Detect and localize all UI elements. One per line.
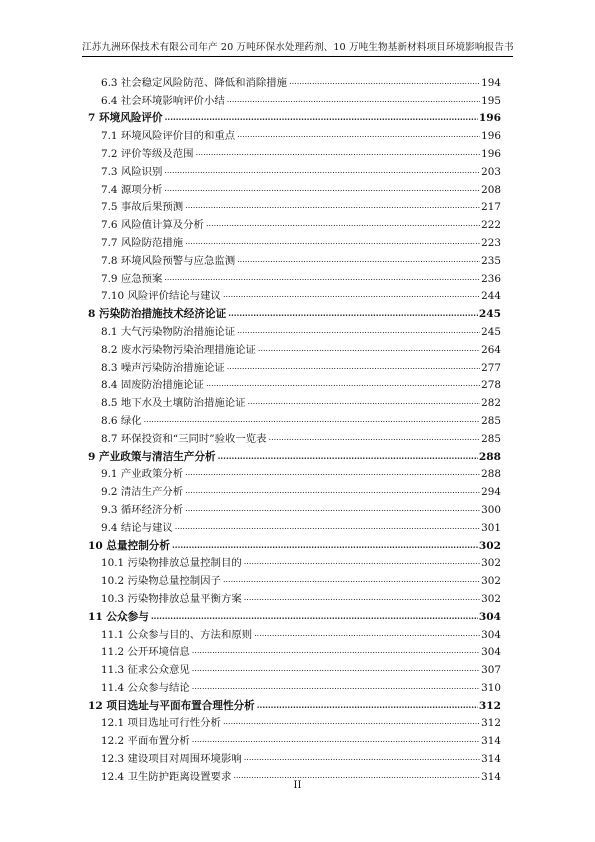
toc-entry-title: 6.4 社会环境影响评价小结: [101, 94, 225, 107]
toc-section-entry[interactable]: [88, 178, 501, 196]
toc-entry-title: 8.4 固废防治措施论证: [101, 379, 204, 392]
toc-dot-leader: [164, 164, 480, 177]
toc-entry-page-number: 222: [481, 219, 501, 232]
toc-dot-leader: [206, 377, 480, 390]
toc-section-entry[interactable]: [88, 498, 501, 516]
toc-entry-page-number: 314: [481, 735, 501, 748]
toc-section-entry[interactable]: [88, 409, 501, 427]
toc-dot-leader: [223, 288, 480, 301]
toc-section-entry[interactable]: [88, 249, 501, 267]
toc-entry-page-number: 310: [481, 681, 501, 694]
toc-section-entry[interactable]: [88, 569, 501, 587]
toc-entry-title: 11.1 公众参与目的、方法和原则: [101, 628, 253, 641]
toc-section-entry[interactable]: [88, 676, 501, 694]
toc-entry-page-number: 314: [481, 753, 501, 766]
toc-dot-leader: [258, 342, 480, 355]
toc-entry-page-number: 312: [481, 717, 501, 730]
toc-entry-title: 10 总量控制分析: [88, 539, 170, 552]
toc-section-entry[interactable]: [88, 338, 501, 356]
toc-section-entry[interactable]: [88, 463, 501, 481]
toc-dot-leader: [192, 680, 480, 693]
toc-dot-leader: [175, 520, 480, 533]
toc-dot-leader: [237, 324, 480, 337]
toc-entry-page-number: 217: [481, 201, 501, 214]
toc-entry-title: 9.1 产业政策分析: [101, 468, 184, 481]
toc-entry-title: 7.6 风险值计算及分析: [101, 219, 204, 232]
toc-dot-leader: [244, 591, 480, 604]
toc-entry-title: 8.6 绿化: [101, 414, 142, 427]
toc-entry-page-number: 314: [481, 770, 501, 783]
toc-section-entry[interactable]: [88, 71, 501, 89]
toc-dot-leader: [254, 627, 480, 640]
toc-section-entry[interactable]: [88, 320, 501, 338]
toc-chapter-entry[interactable]: [88, 107, 501, 125]
toc-entry-title: 9.4 结论与建议: [101, 521, 173, 534]
toc-entry-title: 7.3 风险识别: [101, 165, 163, 178]
toc-dot-leader: [185, 484, 480, 497]
toc-chapter-entry[interactable]: [88, 445, 501, 463]
toc-entry-title: 11.3 征求公众意见: [101, 664, 190, 677]
toc-dot-leader: [185, 466, 480, 479]
toc-dot-leader: [172, 539, 478, 551]
toc-entry-title: 11 公众参与: [88, 610, 149, 623]
toc-entry-page-number: 245: [481, 325, 501, 338]
toc-dot-leader: [257, 699, 478, 711]
toc-dot-leader: [244, 555, 480, 568]
toc-dot-leader: [227, 93, 480, 106]
toc-section-entry[interactable]: [88, 124, 501, 142]
toc-chapter-entry[interactable]: [88, 534, 501, 552]
toc-entry-title: 7.8 环境风险预警与应急监测: [101, 254, 236, 267]
toc-entry-page-number: 196: [481, 147, 501, 160]
toc-entry-page-number: 294: [481, 486, 501, 499]
toc-entry-page-number: 208: [481, 183, 501, 196]
toc-entry-title: 12.4 卫生防护距离设置要求: [101, 770, 232, 783]
toc-entry-title: 8.2 废水污染物污染治理措施论证: [101, 343, 256, 356]
toc-dot-leader: [227, 360, 480, 373]
toc-entry-title: 7.2 评价等级及范围: [101, 147, 194, 160]
toc-entry-title: 10.3 污染物排放总量平衡方案: [101, 592, 242, 605]
toc-entry-page-number: 196: [481, 130, 501, 143]
toc-entry-page-number: 300: [481, 503, 501, 516]
toc-dot-leader: [192, 662, 480, 675]
toc-entry-title: 7.1 环境风险评价目的和重点: [101, 130, 236, 143]
toc-dot-leader: [244, 751, 480, 764]
toc-entry-page-number: 285: [481, 432, 501, 445]
toc-entry-title: 12.1 项目选址可行性分析: [101, 717, 221, 730]
toc-entry-page-number: 307: [481, 664, 501, 677]
toc-entry-title: 11.2 公开环境信息: [101, 646, 190, 659]
toc-entry-page-number: 194: [481, 76, 501, 89]
toc-section-entry[interactable]: [88, 196, 501, 214]
toc-section-entry[interactable]: [88, 516, 501, 534]
toc-entry-page-number: 285: [481, 414, 501, 427]
toc-dot-leader: [185, 502, 480, 515]
toc-dot-leader: [164, 182, 480, 195]
toc-entry-title: 8.3 噪声污染防治措施论证: [101, 361, 225, 374]
toc-entry-title: 9 产业政策与清洁生产分析: [88, 450, 216, 463]
toc-section-entry[interactable]: [88, 213, 501, 231]
toc-section-entry[interactable]: [88, 267, 501, 285]
toc-dot-leader: [248, 395, 481, 408]
toc-entry-page-number: 304: [478, 610, 501, 623]
toc-dot-leader: [196, 146, 481, 159]
toc-entry-page-number: 264: [481, 343, 501, 356]
toc-entry-title: 11.4 公众参与结论: [101, 681, 190, 694]
toc-entry-page-number: 203: [481, 165, 501, 178]
toc-entry-page-number: 278: [481, 379, 501, 392]
toc-dot-leader: [223, 573, 480, 586]
toc-dot-leader: [151, 610, 478, 622]
toc-dot-leader: [289, 75, 480, 88]
toc-dot-leader: [192, 733, 480, 746]
toc-entry-page-number: 301: [481, 521, 501, 534]
toc-entry-title: 6.3 社会稳定风险防范、降低和消除措施: [101, 76, 288, 89]
toc-entry-page-number: 277: [481, 361, 501, 374]
toc-entry-page-number: 195: [481, 94, 501, 107]
toc-entry-title: 12 项目选址与平面布置合理性分析: [88, 699, 255, 712]
toc-dot-leader: [223, 715, 480, 728]
toc-entry-page-number: 312: [478, 699, 501, 712]
toc-section-entry[interactable]: [88, 356, 501, 374]
toc-entry-title: 9.3 循环经济分析: [101, 503, 184, 516]
toc-chapter-entry[interactable]: [88, 694, 501, 712]
toc-section-entry[interactable]: [88, 89, 501, 107]
toc-dot-leader: [237, 128, 480, 141]
table-of-contents: [88, 71, 501, 783]
toc-entry-page-number: 302: [481, 575, 501, 588]
toc-dot-leader: [218, 450, 478, 462]
toc-section-entry[interactable]: [88, 142, 501, 160]
page-header: 江苏九洲环保技术有限公司年产 20 万吨环保水处理药剂、10 万吨生物基新材料项目环境影响报告书: [82, 42, 514, 53]
toc-dot-leader: [185, 235, 480, 248]
toc-dot-leader: [206, 217, 480, 230]
toc-entry-title: 7.5 事故后果预测: [101, 201, 184, 214]
toc-entry-title: 12.3 建设项目对周围环境影响: [101, 753, 242, 766]
toc-section-entry[interactable]: [88, 391, 501, 409]
toc-section-entry[interactable]: [88, 712, 501, 730]
toc-dot-leader: [164, 271, 480, 284]
toc-entry-page-number: 302: [481, 557, 501, 570]
toc-section-entry[interactable]: [88, 285, 501, 303]
toc-entry-title: 8.5 地下水及土壤防治措施论证: [101, 397, 246, 410]
toc-section-entry[interactable]: [88, 623, 501, 641]
toc-section-entry[interactable]: [88, 641, 501, 659]
toc-entry-title: 7 环境风险评价: [88, 112, 163, 125]
toc-dot-leader: [165, 111, 478, 123]
toc-entry-title: 12.2 平面布置分析: [101, 735, 190, 748]
toc-entry-title: 8.7 环保投资和“三同时”验收一览表: [101, 432, 267, 445]
toc-entry-title: 8.1 大气污染物防治措施论证: [101, 325, 236, 338]
header-divider: [82, 56, 513, 57]
toc-dot-leader: [144, 413, 481, 426]
toc-entry-page-number: 282: [481, 397, 501, 410]
toc-dot-leader: [192, 644, 480, 657]
toc-entry-title: 10.1 污染物排放总量控制目的: [101, 557, 242, 570]
toc-dot-leader: [269, 431, 481, 444]
toc-entry-page-number: 236: [481, 272, 501, 285]
toc-dot-leader: [228, 307, 478, 319]
toc-entry-title: 7.7 风险防范措施: [101, 236, 184, 249]
toc-entry-page-number: 304: [481, 646, 501, 659]
toc-section-entry[interactable]: [88, 374, 501, 392]
toc-entry-page-number: 288: [478, 450, 501, 463]
toc-entry-page-number: 302: [481, 592, 501, 605]
toc-dot-leader: [237, 253, 480, 266]
toc-entry-page-number: 304: [481, 628, 501, 641]
toc-entry-page-number: 302: [478, 539, 501, 552]
toc-section-entry[interactable]: [88, 729, 501, 747]
toc-entry-page-number: 223: [481, 236, 501, 249]
toc-section-entry[interactable]: [88, 427, 501, 445]
toc-entry-page-number: 196: [478, 112, 501, 125]
toc-section-entry[interactable]: [88, 587, 501, 605]
toc-section-entry[interactable]: [88, 552, 501, 570]
toc-entry-title: 7.10 风险评价结论与建议: [101, 290, 221, 303]
toc-entry-title: 9.2 清洁生产分析: [101, 486, 184, 499]
toc-entry-page-number: 235: [481, 254, 501, 267]
toc-entry-title: 7.9 应急预案: [101, 272, 163, 285]
toc-chapter-entry[interactable]: [88, 605, 501, 623]
toc-entry-page-number: 245: [478, 308, 501, 321]
toc-section-entry[interactable]: [88, 160, 501, 178]
toc-entry-page-number: 288: [481, 468, 501, 481]
toc-entry-page-number: 244: [481, 290, 501, 303]
toc-entry-title: 7.4 源项分析: [101, 183, 163, 196]
toc-entry-title: 8 污染防治措施技术经济论证: [88, 308, 227, 321]
toc-section-entry[interactable]: [88, 747, 501, 765]
toc-section-entry[interactable]: [88, 480, 501, 498]
toc-dot-leader: [185, 199, 480, 212]
toc-section-entry[interactable]: [88, 231, 501, 249]
toc-entry-title: 10.2 污染物总量控制因子: [101, 575, 221, 588]
toc-chapter-entry[interactable]: [88, 302, 501, 320]
page-number: II: [293, 780, 302, 791]
toc-section-entry[interactable]: [88, 658, 501, 676]
